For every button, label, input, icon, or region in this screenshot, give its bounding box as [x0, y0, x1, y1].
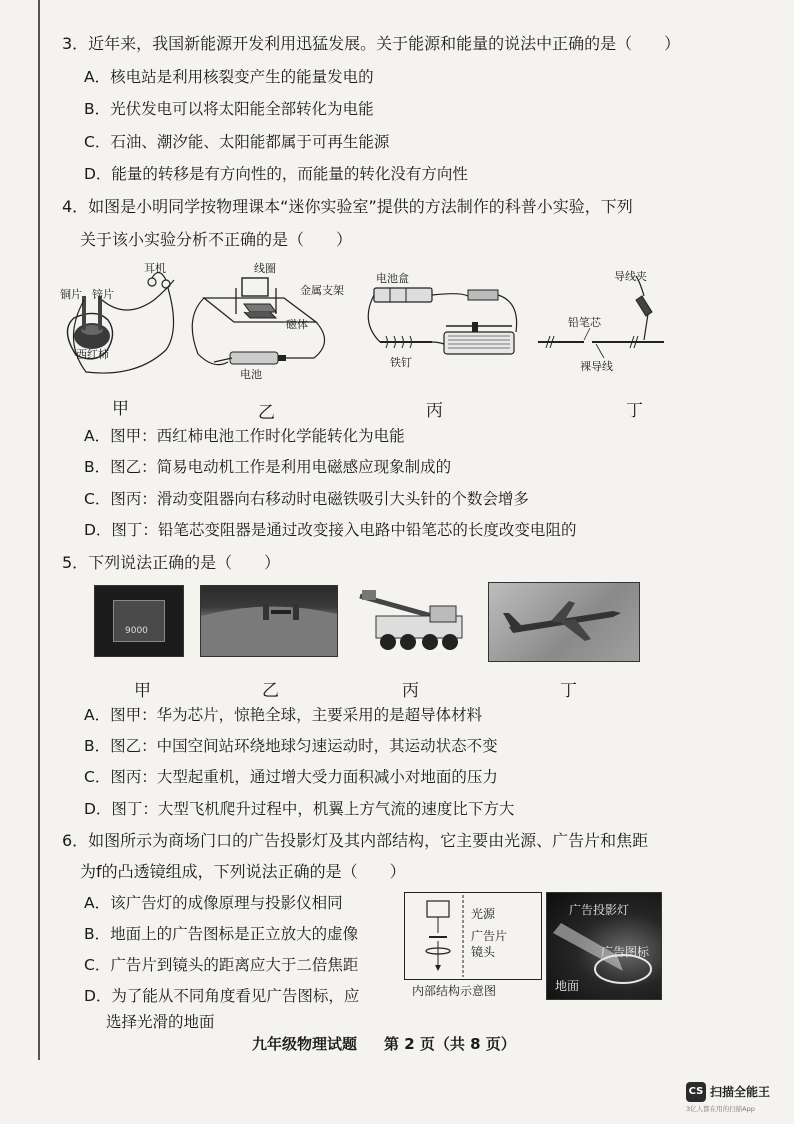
q5-stem: 5．下列说法正确的是（ ） — [62, 553, 281, 572]
q6-option-c: C．广告片到镜头的距离应大于二倍焦距 — [84, 956, 359, 974]
label-battery-box: 电池盒 — [376, 272, 409, 285]
label-coil: 线圈 — [254, 262, 276, 275]
label-copper: 铜片 — [60, 288, 82, 301]
q5-caption-ding: 丁 — [560, 681, 577, 701]
q4-option-c: C．图丙：滑动变阻器向右移动时电磁铁吸引大头针的个数会增多 — [84, 490, 529, 508]
q5-caption-yi: 乙 — [262, 681, 279, 701]
q4-stem-line1: 4．如图是小明同学按物理课本“迷你实验室”提供的方法制作的科普小实验，下列 — [62, 197, 633, 216]
figure-electromagnet — [360, 262, 532, 382]
label-pencil-lead: 铅笔芯 — [568, 316, 601, 329]
q4-caption-ding: 丁 — [626, 401, 643, 421]
photo-crane — [352, 582, 474, 658]
q3-option-a: A．核电站是利用核裂变产生的能量发电的 — [84, 68, 374, 86]
q5-caption-bing: 丙 — [402, 681, 419, 701]
label-wire-clip: 导线夹 — [614, 270, 647, 283]
label-magnet: 磁体 — [286, 318, 308, 331]
diagram-label-light-source: 光源 — [471, 907, 496, 921]
q4-option-a: A．图甲：西红柿电池工作时化学能转化为电能 — [84, 427, 405, 445]
footer-subject: 九年级物理试题 — [252, 1035, 358, 1053]
photo-label-ground: 地面 — [555, 979, 580, 993]
diagram-label-film: 广告片 — [471, 929, 508, 943]
q6-option-d: D．为了能从不同角度看见广告图标，应 — [84, 987, 360, 1005]
q4-stem-line2: 关于该小实验分析不正确的是（ ） — [80, 230, 353, 249]
label-metal-support: 金属支架 — [300, 284, 344, 297]
q6-option-a: A．该广告灯的成像原理与投影仪相同 — [84, 894, 343, 912]
q3-stem: 3．近年来，我国新能源开发利用迅猛发展。关于能源和能量的说法中正确的是（ ） — [62, 34, 681, 53]
chip-text: 9000 — [125, 626, 148, 636]
q4-option-d: D．图丁：铅笔芯变阻器是通过改变接入电路中铅笔芯的长度改变电阻的 — [84, 521, 577, 539]
q3-option-c: C．石油、潮汐能、太阳能都属于可再生能源 — [84, 133, 390, 151]
q4-caption-jia: 甲 — [112, 399, 129, 419]
label-tomato: 西红柿 — [76, 348, 109, 361]
q6-option-d-cont: 选择光滑的地面 — [106, 1013, 215, 1031]
photo-label-icon: 广告图标 — [601, 945, 650, 959]
figure-tomato-battery — [56, 260, 182, 380]
q4-caption-bing: 丙 — [426, 401, 443, 421]
camscanner-logo-icon: CS — [686, 1082, 706, 1102]
q3-option-d: D．能量的转移是有方向性的，而能量的转化没有方向性 — [84, 165, 468, 183]
diagram-caption: 内部结构示意图 — [412, 984, 497, 998]
footer-page-number: 第 2 页（共 8 页） — [384, 1035, 516, 1053]
camscanner-tagline: 3亿人都在用的扫描App — [686, 1105, 755, 1113]
label-zinc: 锌片 — [92, 288, 114, 301]
q5-caption-jia: 甲 — [134, 681, 151, 701]
label-iron-nail: 铁钉 — [390, 356, 412, 369]
camscanner-watermark — [686, 1080, 786, 1116]
q6-option-b: B．地面上的广告图标是正立放大的虚像 — [84, 925, 359, 943]
q5-option-c: C．图丙：大型起重机，通过增大受力面积减小对地面的压力 — [84, 768, 498, 786]
photo-label-projector: 广告投影灯 — [569, 903, 630, 917]
q4-option-b: B．图乙：简易电动机工作是利用电磁感应现象制成的 — [84, 458, 452, 476]
q4-caption-yi: 乙 — [258, 403, 275, 423]
label-battery: 电池 — [240, 368, 262, 381]
figure-pencil-rheostat — [534, 262, 674, 382]
q5-option-b: B．图乙：中国空间站环绕地球匀速运动时，其运动状态不变 — [84, 737, 498, 755]
photo-airplane — [488, 582, 640, 662]
camscanner-name: 扫描全能王 — [710, 1085, 771, 1099]
q6-stem-line1: 6．如图所示为商场门口的广告投影灯及其内部结构，它主要由光源、广告片和焦距 — [62, 831, 649, 850]
q5-option-a: A．图甲：华为芯片，惊艳全球，主要采用的是超导体材料 — [84, 706, 483, 724]
binding-margin-line — [38, 0, 40, 1060]
photo-chip — [94, 585, 184, 657]
diagram-label-lens: 镜头 — [471, 945, 496, 959]
q3-option-b: B．光伏发电可以将太阳能全部转化为电能 — [84, 100, 374, 118]
label-earphone: 耳机 — [144, 262, 166, 275]
figure-simple-motor — [184, 258, 344, 384]
photo-space-station — [200, 585, 338, 657]
q6-stem-line2: 为f的凸透镜组成，下列说法正确的是（ ） — [80, 862, 406, 881]
ad-projector-photo — [546, 892, 662, 1000]
projector-structure-diagram — [404, 892, 542, 980]
label-bare-wire: 裸导线 — [580, 360, 613, 373]
q5-option-d: D．图丁：大型飞机爬升过程中，机翼上方气流的速度比下方大 — [84, 800, 515, 818]
